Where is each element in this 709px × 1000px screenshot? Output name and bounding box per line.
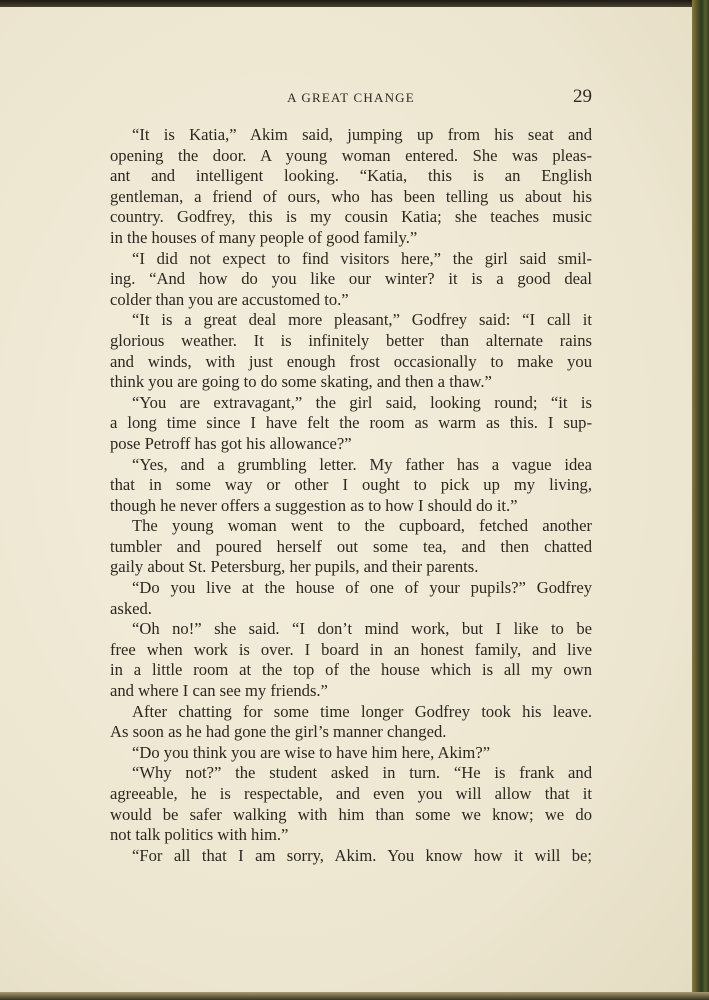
page-number: 29 <box>573 86 592 107</box>
text-line: gentleman, a friend of ours, who has been telling us about his <box>110 186 592 206</box>
text-line: “Do you live at the house of one of your pupils?” Godfrey <box>132 578 592 598</box>
text-line: asked. <box>110 598 152 618</box>
body-text <box>110 125 592 866</box>
text-line: that in some way or other I ought to pick up my living, <box>110 475 592 495</box>
text-line: “I did not expect to find visitors here,” the girl said smil- <box>132 248 592 268</box>
page-top-edge <box>0 0 709 7</box>
text-line: ant and intelligent looking. “Katia, this is an English <box>110 166 592 186</box>
text-line: “Why not?” the student asked in turn. “He is frank and <box>132 763 592 783</box>
text-line: The young woman went to the cupboard, fetched another <box>132 516 592 536</box>
text-line: a long time since I have felt the room as warm as this. I sup- <box>110 413 592 433</box>
text-line: glorious weather. It is infinitely better than alternate rains <box>110 330 592 350</box>
text-line: colder than you are accustomed to.” <box>110 289 349 309</box>
text-line: would be safer walking with him than some we know; we do <box>110 804 592 824</box>
page-header <box>110 86 592 112</box>
text-line: “You are extravagant,” the girl said, looking round; “it is <box>132 392 592 412</box>
text-line: “For all that I am sorry, Akim. You know how it will be; <box>132 845 592 865</box>
text-line: and winds, with just enough frost occasionally to make you <box>110 351 592 371</box>
text-line: After chatting for some time longer Godfrey took his leave. <box>132 701 592 721</box>
text-line: tumbler and poured herself out some tea, and then chatted <box>110 536 592 556</box>
text-line: in the houses of many people of good family.” <box>110 227 418 247</box>
text-line: “It is a great deal more pleasant,” Godfrey said: “I call it <box>132 310 592 330</box>
text-line: “It is Katia,” Akim said, jumping up from his seat and <box>132 125 592 144</box>
text-line: gaily about St. Petersburg, her pupils, and their parents. <box>110 557 479 577</box>
text-line: not talk politics with him.” <box>110 825 289 845</box>
running-head: A GREAT CHANGE <box>287 90 415 105</box>
book-binding <box>692 0 709 1000</box>
text-line: pose Petroff has got his allowance?” <box>110 433 352 453</box>
text-line: agreeable, he is respectable, and even you will allow that it <box>110 784 592 803</box>
text-line: in a little room at the top of the house which is all my own <box>110 660 592 680</box>
page-bottom-edge <box>0 992 709 1000</box>
text-line: ing. “And how do you like our winter? it is a good deal <box>110 269 592 289</box>
text-line: “Oh no!” she said. “I don’t mind work, but I like to be <box>132 619 592 639</box>
text-line: country. Godfrey, this is my cousin Katia; she teaches music <box>110 207 592 227</box>
text-line: free when work is over. I board in an honest family, and live <box>110 639 592 659</box>
text-line: and where I can see my friends.” <box>110 681 328 701</box>
text-line: opening the door. A young woman entered. She was pleas- <box>110 145 592 165</box>
text-line: though he never offers a suggestion as to how I should do it.” <box>110 495 518 515</box>
text-line: As soon as he had gone the girl’s manner changed. <box>110 722 447 742</box>
text-line: think you are going to do some skating, and then a thaw.” <box>110 372 492 392</box>
text-line: “Yes, and a grumbling letter. My father has a vague idea <box>132 454 592 474</box>
text-line: “Do you think you are wise to have him here, Akim?” <box>132 742 491 762</box>
